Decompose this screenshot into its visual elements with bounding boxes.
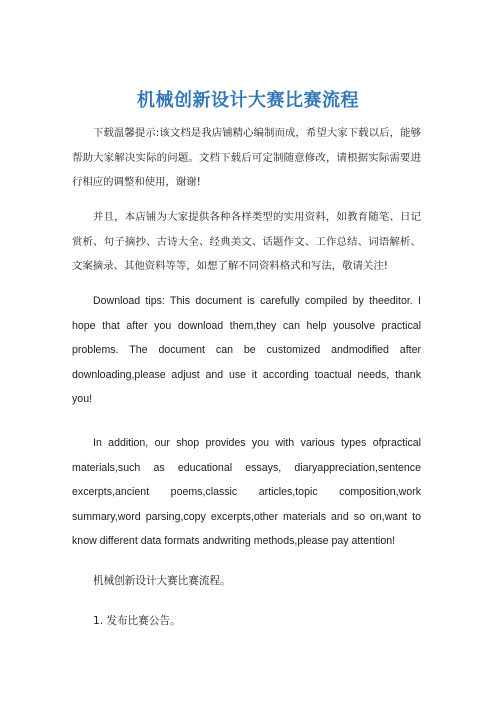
- document-title: 机械创新设计大赛比赛流程: [137, 90, 359, 111]
- download-tips-en: Download tips: This document is carefully compiled by theeditor. I hope that after you download them,they can help yousolve practical problems. The document can be customized andmodified after downloading,please adjust and use it according toactual needs, thank you!: [72, 295, 421, 405]
- section-heading: 机械创新设计大赛比赛流程。: [93, 575, 231, 587]
- list-item: 1. 发布比赛公告。: [93, 615, 181, 627]
- shop-intro-en: In addition, our shop provides you with various types ofpractical materials,such as educational essays, diaryappreciation,sentence excerpts,ancient poems,classic articles,topic composition,work summary,word parsing,copy excerpts,other materials and so on,want to know different data formats andwriting methods,please pay attention!: [72, 437, 421, 547]
- download-tips-cn: 下载温馨提示:该文档是我店铺精心编制而成，希望大家下载以后，能够帮助大家解决实际的问题。文档下载后可定制随意修改，请根据实际需要进行相应的调整和使用，谢谢!: [72, 127, 421, 188]
- shop-intro-cn: 并且，本店铺为大家提供各种各样类型的实用资料，如教育随笔、日记赏析、句子摘抄、古诗大全、经典美文、话题作文、工作总结、词语解析、文案摘录、其他资料等等，如想了解不同资料格式和写法，敬请关注!: [72, 211, 421, 272]
